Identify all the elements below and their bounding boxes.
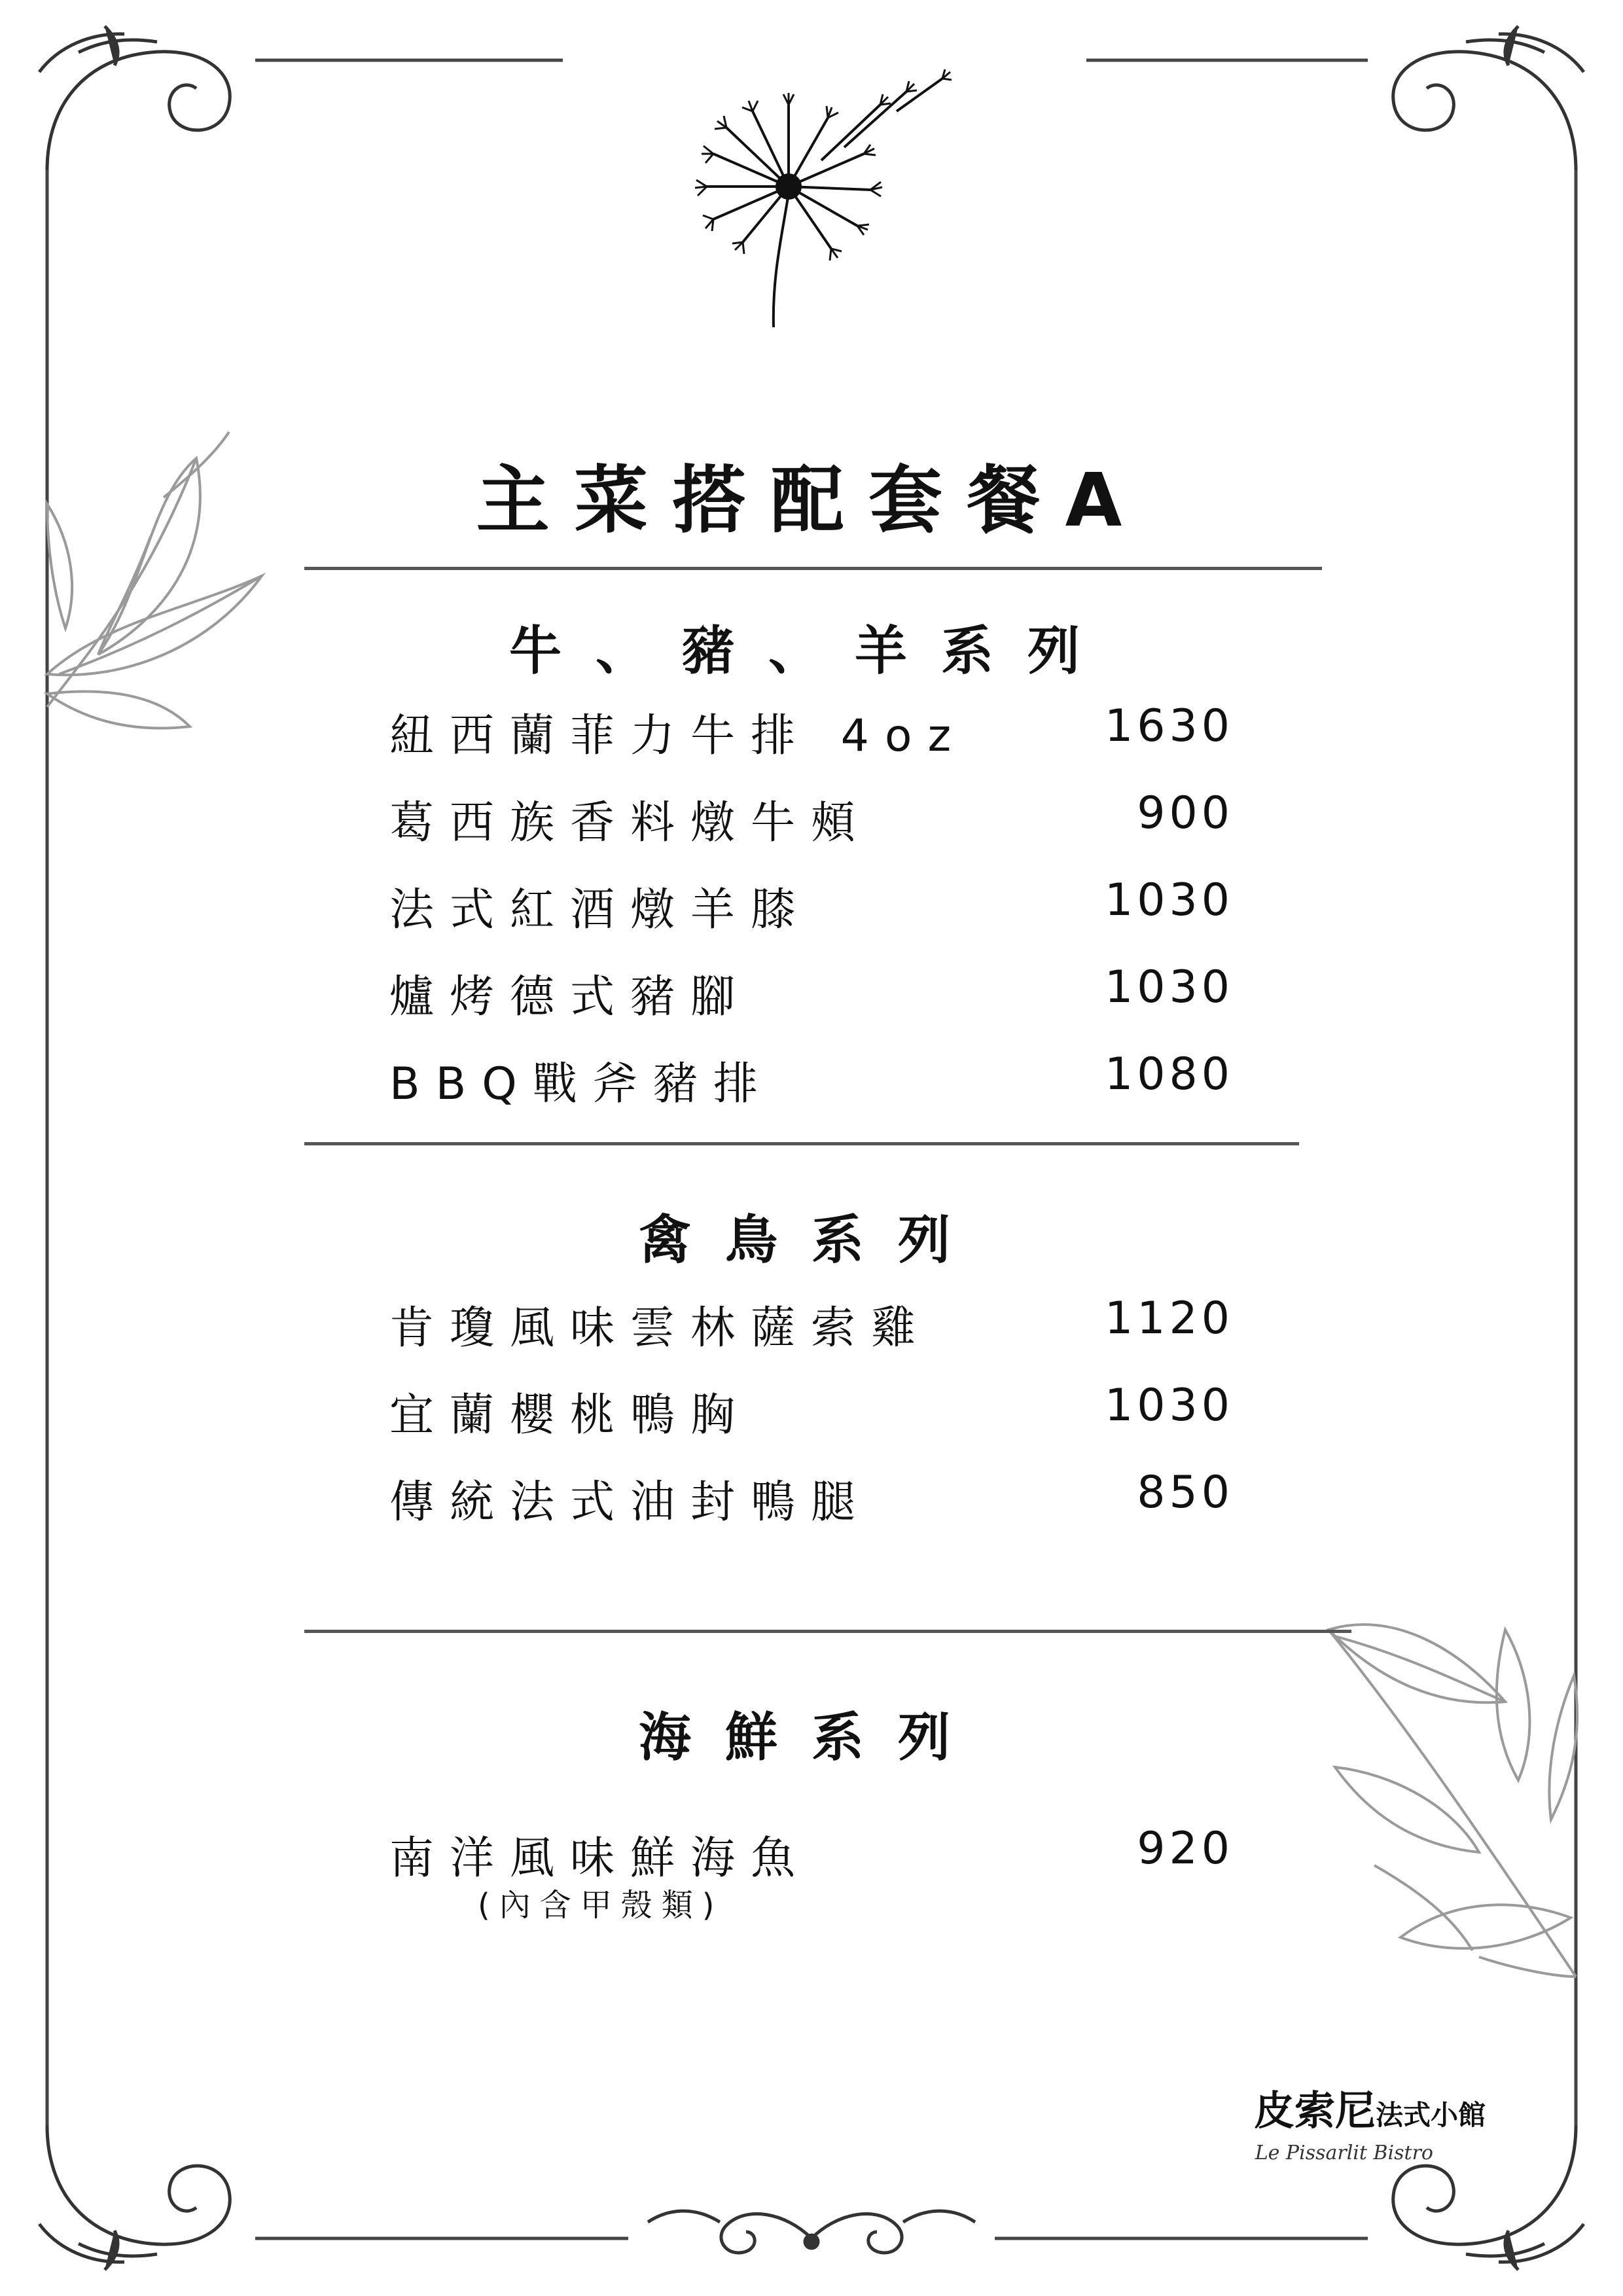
menu-item-name: 法式紅酒燉羊膝 bbox=[389, 884, 812, 936]
menu-item-name: 爐烤德式豬腳 bbox=[389, 971, 751, 1023]
menu-item-name: 紐西蘭菲力牛排 4oz bbox=[389, 710, 967, 762]
brand-subtitle: 法式小館 bbox=[1375, 2099, 1486, 2131]
leaf-branch-icon bbox=[1329, 1624, 1577, 1977]
menu-item-price: 1120 bbox=[1104, 1293, 1234, 1344]
menu-item-name: BBQ戰斧豬排 bbox=[389, 1058, 774, 1110]
brand-logo bbox=[1254, 2078, 1486, 2136]
section-title-meat: 牛、豬、羊系列 bbox=[509, 620, 1114, 681]
menu-item-price: 1030 bbox=[1104, 961, 1234, 1013]
frame-border bbox=[47, 60, 1576, 2238]
title-divider bbox=[304, 567, 1322, 570]
section-title-seafood: 海鮮系列 bbox=[639, 1707, 984, 1768]
section-title-poultry: 禽鳥系列 bbox=[639, 1210, 984, 1270]
brand-script: Le Pissarlit Bistro bbox=[1255, 2142, 1433, 2164]
menu-item-price: 1630 bbox=[1104, 700, 1234, 752]
corner-flourish-icon bbox=[39, 26, 230, 170]
menu-item-price: 1030 bbox=[1104, 1380, 1234, 1431]
brand-name: 皮索尼 bbox=[1253, 2087, 1376, 2134]
menu-title: 主菜搭配套餐A bbox=[476, 458, 1147, 543]
menu-item-name: 葛西族香料燉牛頰 bbox=[389, 797, 872, 849]
menu-item-name: 傳統法式油封鴨腿 bbox=[389, 1477, 872, 1528]
menu-item-price: 900 bbox=[1137, 787, 1234, 839]
menu-item-price: 1030 bbox=[1104, 874, 1234, 926]
menu-item-name: 南洋風味鮮海魚 bbox=[389, 1833, 812, 1884]
corner-flourish-icon bbox=[1393, 26, 1584, 170]
menu-item-price: 1080 bbox=[1104, 1049, 1234, 1100]
dandelion-icon bbox=[695, 69, 952, 327]
menu-item-name: 宜蘭櫻桃鴨胸 bbox=[389, 1390, 751, 1441]
section-divider bbox=[304, 1142, 1299, 1145]
bottom-scroll-ornament-icon bbox=[648, 2211, 975, 2253]
section-divider bbox=[304, 1630, 1351, 1633]
menu-item-price: 850 bbox=[1137, 1467, 1234, 1518]
menu-item-note: (內含甲殼類) bbox=[478, 1887, 724, 1924]
corner-flourish-icon bbox=[39, 2126, 230, 2270]
menu-item-price: 920 bbox=[1137, 1823, 1234, 1874]
menu-item-name: 肯瓊風味雲林薩索雞 bbox=[389, 1302, 932, 1354]
